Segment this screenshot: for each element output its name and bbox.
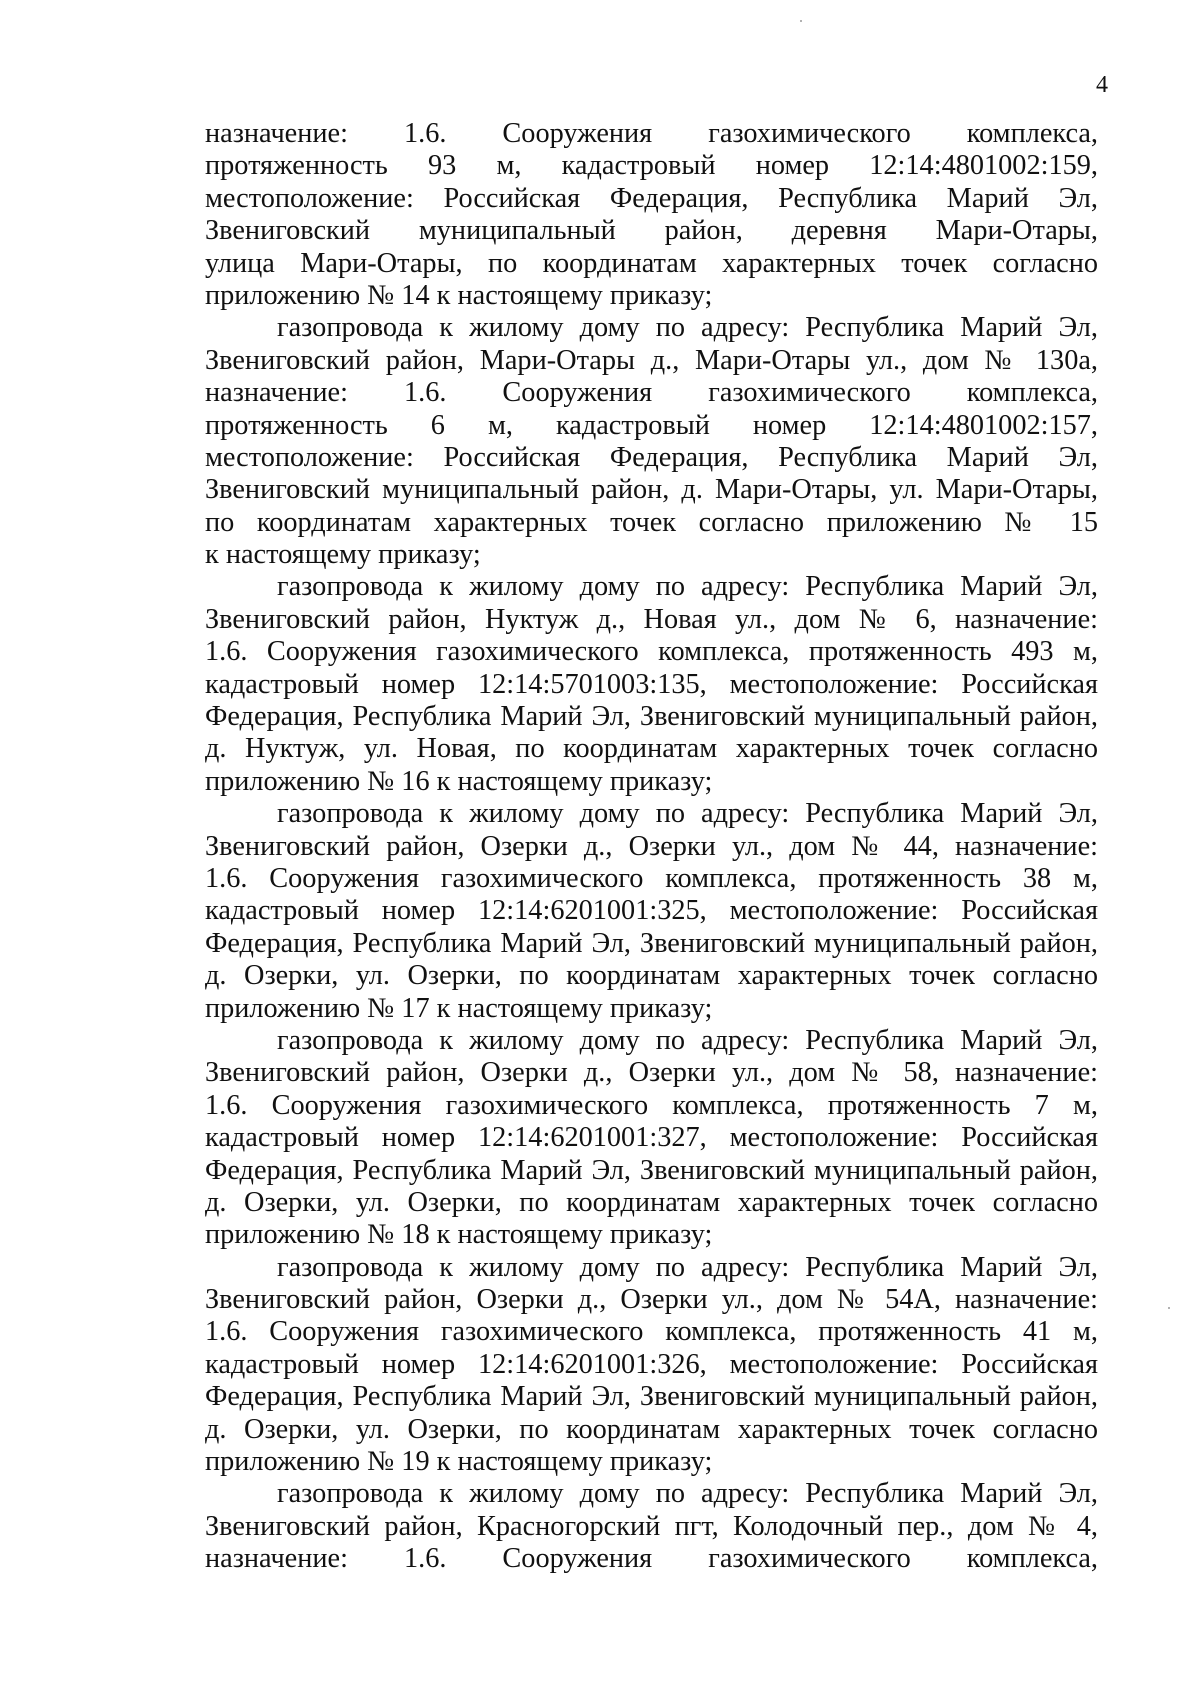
text-line: Звениговский район, Нуктуж д., Новая ул., дом № 6, назначение: (205, 603, 1098, 635)
text-line: улица Мари-Отары, по координатам характерных точек согласно (205, 247, 1098, 279)
document-body (205, 118, 1098, 1576)
text-line: д. Озерки, ул. Озерки, по координатам характерных точек согласно (205, 1413, 1098, 1445)
text-line: местоположение: Российская Федерация, Республика Марий Эл, (205, 441, 1098, 473)
text-line: приложению № 19 к настоящему приказу; (205, 1446, 713, 1478)
text-line: 1.6. Сооружения газохимического комплекса, протяженность 7 м, (205, 1089, 1098, 1121)
text-line: протяженность 93 м, кадастровый номер 12:14:4801002:159, (205, 150, 1098, 182)
text-line: Звениговский район, Озерки д., Озерки ул., дом № 58, назначение: (205, 1057, 1098, 1089)
text-line: Звениговский муниципальный район, д. Мари-Отары, ул. Мари-Отары, (205, 474, 1098, 506)
scan-speck (1168, 1307, 1170, 1309)
text-line: Звениговский район, Озерки д., Озерки ул., дом № 54А, назначение: (205, 1284, 1098, 1316)
text-line: Федерация, Республика Марий Эл, Звениговский муниципальный район, (205, 701, 1098, 733)
text-line: кадастровый номер 12:14:6201001:327, местоположение: Российская (205, 1122, 1098, 1154)
text-line: Федерация, Республика Марий Эл, Звениговский муниципальный район, (205, 1154, 1098, 1186)
text-line: газопровода к жилому дому по адресу: Республика Марий Эл, (277, 1251, 1098, 1283)
text-line: 1.6. Сооружения газохимического комплекса, протяженность 38 м, (205, 862, 1098, 894)
text-line: к настоящему приказу; (205, 539, 481, 571)
text-line: д. Озерки, ул. Озерки, по координатам характерных точек согласно (205, 1186, 1098, 1218)
text-line: протяженность 6 м, кадастровый номер 12:14:4801002:157, (205, 409, 1098, 441)
text-line: газопровода к жилому дому по адресу: Республика Марий Эл, (277, 571, 1098, 603)
text-line: назначение: 1.6. Сооружения газохимического комплекса, (205, 377, 1098, 409)
text-line: Звениговский муниципальный район, деревня Мари-Отары, (205, 215, 1098, 247)
text-line: Звениговский район, Мари-Отары д., Мари-Отары ул., дом № 130а, (205, 344, 1098, 376)
scan-speck (800, 20, 802, 22)
text-line: приложению № 18 к настоящему приказу; (205, 1219, 713, 1251)
text-line: Звениговский район, Красногорский пгт, Колодочный пер., дом № 4, (205, 1510, 1098, 1542)
text-line: кадастровый номер 12:14:5701003:135, местоположение: Российская (205, 668, 1098, 700)
text-line: д. Озерки, ул. Озерки, по координатам характерных точек согласно (205, 960, 1098, 992)
text-line: назначение: 1.6. Сооружения газохимического комплекса, (205, 118, 1098, 149)
text-line: кадастровый номер 12:14:6201001:326, местоположение: Российская (205, 1348, 1098, 1380)
text-line: газопровода к жилому дому по адресу: Республика Марий Эл, (277, 798, 1098, 830)
text-line: д. Нуктуж, ул. Новая, по координатам характерных точек согласно (205, 733, 1098, 765)
text-line: кадастровый номер 12:14:6201001:325, местоположение: Российская (205, 895, 1098, 927)
text-line: 1.6. Сооружения газохимического комплекса, протяженность 41 м, (205, 1316, 1098, 1348)
text-line: Звениговский район, Озерки д., Озерки ул., дом № 44, назначение: (205, 830, 1098, 862)
text-line: газопровода к жилому дому по адресу: Республика Марий Эл, (277, 312, 1098, 344)
text-line: приложению № 16 к настоящему приказу; (205, 765, 713, 797)
text-line: Федерация, Республика Марий Эл, Звениговский муниципальный район, (205, 1381, 1098, 1413)
text-line: приложению № 17 к настоящему приказу; (205, 992, 713, 1024)
page-number: 4 (1096, 72, 1108, 98)
text-line: местоположение: Российская Федерация, Республика Марий Эл, (205, 182, 1098, 214)
text-line: Федерация, Республика Марий Эл, Звениговский муниципальный район, (205, 927, 1098, 959)
text-line: газопровода к жилому дому по адресу: Республика Марий Эл, (277, 1478, 1098, 1510)
text-line: 1.6. Сооружения газохимического комплекса, протяженность 493 м, (205, 636, 1098, 668)
text-line: газопровода к жилому дому по адресу: Республика Марий Эл, (277, 1024, 1098, 1056)
text-line: приложению № 14 к настоящему приказу; (205, 279, 713, 311)
text-line: назначение: 1.6. Сооружения газохимического комплекса, (205, 1543, 1098, 1575)
text-line: по координатам характерных точек согласно приложению № 15 (205, 506, 1098, 538)
